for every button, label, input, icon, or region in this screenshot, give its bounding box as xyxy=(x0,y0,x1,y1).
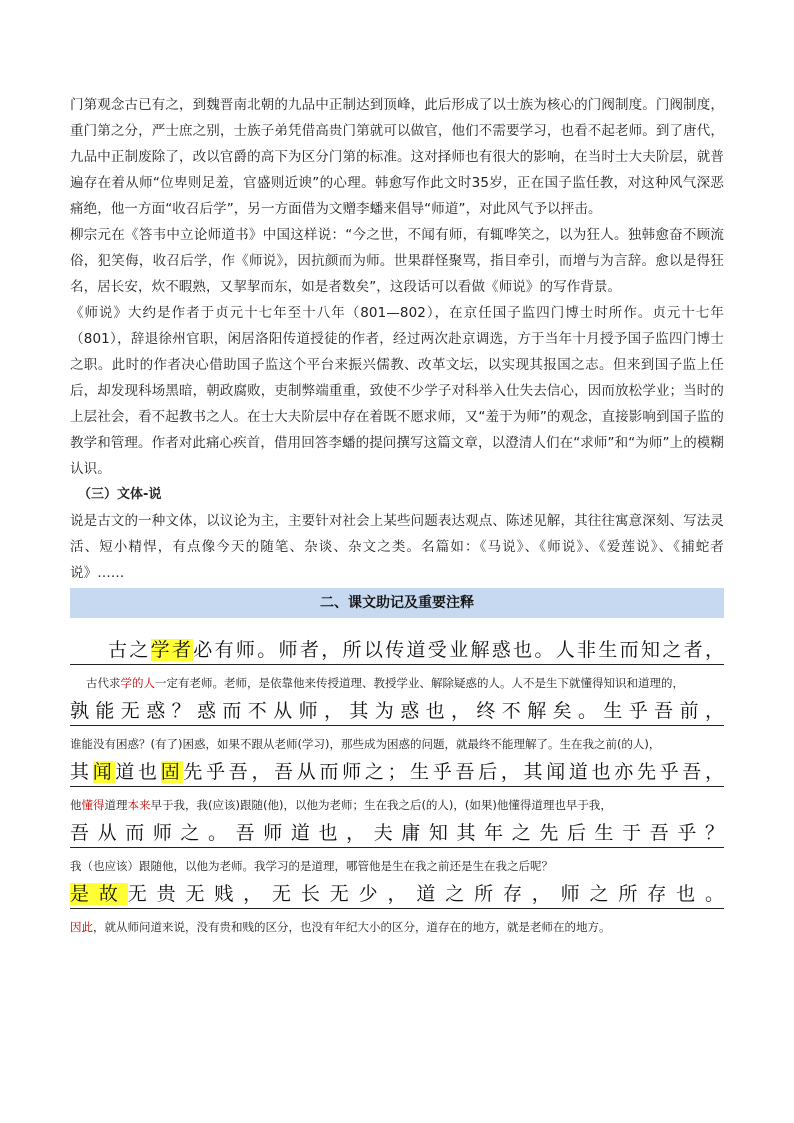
document-page xyxy=(70,92,724,941)
original-text-line: 是故无贵无贱，无长无少，道之所存，师之所存也。 xyxy=(70,880,724,909)
translation-line: 古代求学的人一定有老师。老师，是依靠他来传授道理、教授学业、解除疑惑的人。人不是生下就懂得知识和道理的， xyxy=(86,676,684,690)
paragraph-liu-zongyuan: 柳宗元在《答韦中立论师道书》中国这样说：“今之世，不闻有师，有辄哗笑之，以为狂人。独韩愈奋不顾流俗，犯笑侮，收召后学，作《师说》，因抗颜而为师。世果群怪聚骂，指目牵引，而增与为言辞。愈以是得狂名，居长安，炊不暇熟，又挈挈而东，如是者数矣”，这段话可以看做《师说》的写作背景。 xyxy=(70,227,724,295)
highlighted-word: 是故 xyxy=(70,883,128,905)
original-text-line: 吾从而师之。吾师道也，夫庸知其年之先后生于吾乎？ xyxy=(70,819,724,848)
translation-line: 因此，就从师问道来说，没有贵和贱的区分，也没有年纪大小的区分，道存在的地方，就是老师在的地方。 xyxy=(70,920,611,934)
original-text-line: 孰能无惑？惑而不从师，其为惑也，终不解矣。生乎吾前， xyxy=(70,697,724,726)
highlighted-word: 固 xyxy=(160,761,184,783)
red-annotation: 本来 xyxy=(127,798,151,812)
highlighted-word: 闻 xyxy=(92,761,116,783)
highlighted-word: 学者 xyxy=(150,639,194,661)
section-heading-genre: （三）文体-说 xyxy=(78,487,162,502)
original-text-line: 古之学者必有师。师者，所以传道受业解惑也。人非生而知之者， xyxy=(70,636,724,665)
translation-line: 谁能没有困惑？(有了)困惑，如果不跟从老师(学习)，那些成为困惑的问题，就最终不能理解了。生在我之前(的人)， xyxy=(70,737,661,751)
red-annotation: 因此 xyxy=(70,920,93,934)
red-annotation: 学的人 xyxy=(120,676,155,690)
original-text-line: 其闻道也固先乎吾，吾从而师之；生乎吾后，其闻道也亦先乎吾， xyxy=(70,758,724,787)
paragraph-menfa: 门第观念古已有之，到魏晋南北朝的九品中正制达到顶峰，此后形成了以士族为核心的门阀制度。门阀制度，重门第之分，严士庶之别，士族子弟凭借高贵门第就可以做官，他们不需要学习，也看不起老师。到了唐代，九品中正制废除了，改以官爵的高下为区分门第的标准。这对择师也有很大的影响，在当时士大夫阶层，就普遍存在着从师“位卑则足羞，官盛则近谀”的心理。韩愈写作此文时35岁，正在国子监任教，对这种风气深恶痛绝，他一方面“收召后学”，另一方面借为文赠李蟠来倡导“师道”，对此风气予以抨击。 xyxy=(70,97,724,217)
red-annotation: 懂得 xyxy=(81,798,105,812)
section-banner: 二、课文助记及重要注释 xyxy=(70,588,724,618)
paragraph-writing-background: 《师说》大约是作者于贞元十七年至十八年（801—802），在京任国子监四门博士时所作。贞元十七年（801），辞退徐州官职，闲居洛阳传道授徒的作者，经过两次赴京调选，方于当年十月授予国子监四门博士之职。此时的作者决心借助国子监这个平台来振兴儒教、改革文坛，以实现其报国之志。但来到国子监上任后，却发现科场黑暗，朝政腐败，吏制弊端重重，致使不少学子对科举入仕失去信心，因而放松学业；当时的上层社会，看不起教书之人。在士大夫阶层中存在着既不愿求师，又“羞于为师”的观念，直接影响到国子监的教学和管理。作者对此痛心疾首，借用回答李蟠的提问撰写这篇文章，以澄清人们在“求师”和“为师”上的模糊认识。 xyxy=(70,305,724,477)
paragraph-genre: 说是古文的一种文体，以议论为主，主要针对社会上某些问题表达观点、陈述见解，其往往寓意深刻、写法灵活、短小精悍，有点像今天的随笔、杂谈、杂文之类。名篇如：《马说》、《师说》、《爱莲说》、《捕蛇者说》…… xyxy=(70,513,724,581)
translation-line: 他懂得道理本来早于我，我(应该)跟随(他)，以他为老师；生在我之后(的人)，(如果)他懂得道理也早于我， xyxy=(70,798,612,812)
translation-line: 我（也应该）跟随他，以他为老师。我学习的是道理，哪管他是生在我之前还是生在我之后呢？ xyxy=(70,859,553,873)
